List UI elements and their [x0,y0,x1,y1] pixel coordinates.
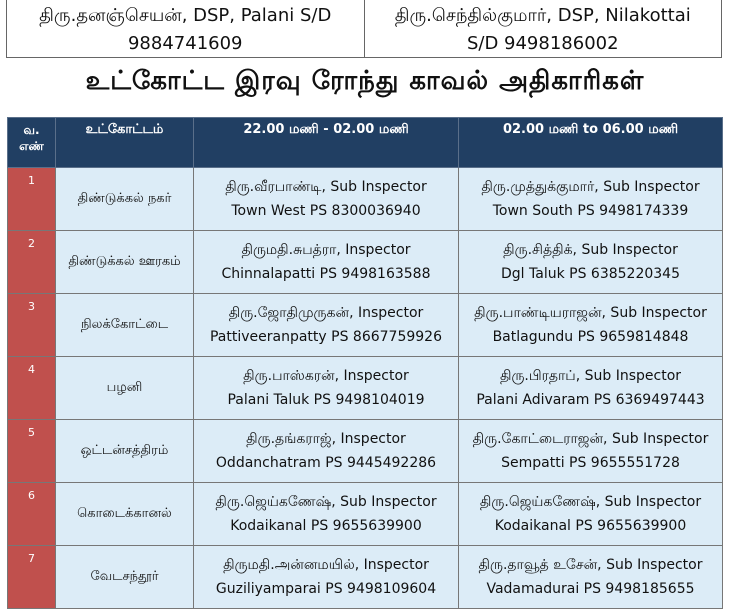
table-row [8,294,723,357]
officer-station-phone: Vadamadurai PS 9498185655 [486,581,695,597]
row-division: திண்டுக்கல் ஊரகம் [56,231,194,294]
row-number: 1 [8,168,56,231]
header-shift1: 22.00 மணி - 02.00 மணி [194,118,459,168]
header-officer-line1: திரு.தனஞ்செயன், DSP, Palani S/D [39,5,332,26]
officer-name: திரு.வீரபாண்டி, Sub Inspector [225,179,427,195]
officer-name: திரு.பிரதாப், Sub Inspector [499,368,682,384]
officer-station-phone: Town South PS 9498174339 [492,203,689,219]
row-division: கொடைக்கானல் [56,483,194,546]
header-shift2: 02.00 மணி to 06.00 மணி [459,118,723,168]
row-shift2-officer [459,357,723,420]
header-officer-line2: 9884741609 [127,33,243,54]
row-shift2-officer [459,546,723,609]
row-division: பழனி [56,357,194,420]
row-shift2-officer [459,294,723,357]
row-shift1-officer [194,483,459,546]
header-officer-line2: S/D 9498186002 [466,33,619,54]
officer-name: திரு.சித்திக், Sub Inspector [503,242,678,258]
officer-station-phone: Pattiveeranpatty PS 8667759926 [209,329,442,345]
table-row [8,546,723,609]
table-row [8,420,723,483]
row-shift2-officer [459,231,723,294]
officer-name: திரு.கோட்டைராஜன், Sub Inspector [472,431,709,447]
officer-name: திருமதி.சுபத்ரா, Inspector [241,242,411,258]
row-number: 4 [8,357,56,420]
officer-name: திரு.ஜெய்கணேஷ், Sub Inspector [479,494,702,510]
header-officer-nilakottai [364,0,722,57]
header-division: உட்கோட்டம் [56,118,194,168]
row-number: 2 [8,231,56,294]
officer-name: திரு.பாண்டியராஜன், Sub Inspector [474,305,707,321]
officer-name: திரு.ஜோதிமுருகன், Inspector [228,305,424,321]
row-shift2-officer [459,168,723,231]
table-row [8,483,723,546]
page-title: உட்கோட்ட இரவு ரோந்து காவல் அதிகாரிகள் [85,66,645,96]
row-division: ஒட்டன்சத்திரம் [56,420,194,483]
row-division: வேடசந்தூர் [56,546,194,609]
officer-station-phone: Kodaikanal PS 9655639900 [494,518,687,534]
header-officer-palani [7,0,364,57]
officer-name: திரு.ஜெய்கணேஷ், Sub Inspector [215,494,437,510]
row-shift1-officer [194,231,459,294]
officer-station-phone: Dgl Taluk PS 6385220345 [501,266,680,282]
row-number: 5 [8,420,56,483]
officer-name: திரு.தங்கராஜ், Inspector [246,431,406,447]
header-officer-line1: திரு.செந்தில்குமார், DSP, Nilakottai [394,5,691,26]
officer-name: திரு.முத்துக்குமார், Sub Inspector [481,179,700,195]
header-officers-box [6,0,722,58]
officer-name: திருமதி.அன்னமயில், Inspector [223,557,429,573]
officer-station-phone: Chinnalapatti PS 9498163588 [221,266,431,282]
row-shift1-officer [194,168,459,231]
officer-station-phone: Palani Taluk PS 9498104019 [227,392,425,408]
officer-station-phone: Guziliyamparai PS 9498109604 [215,581,437,597]
officer-station-phone: Palani Adivaram PS 6369497443 [476,392,705,408]
officer-station-phone: Town West PS 8300036940 [231,203,421,219]
row-shift2-officer [459,483,723,546]
patrol-officers-table [7,117,723,609]
row-number: 7 [8,546,56,609]
row-division: நிலக்கோட்டை [56,294,194,357]
row-shift1-officer [194,294,459,357]
table-row [8,168,723,231]
officer-station-phone: Batlagundu PS 9659814848 [492,329,689,345]
officer-name: திரு.பாஸ்கரன், Inspector [243,368,409,384]
row-number: 6 [8,483,56,546]
officer-station-phone: Oddanchatram PS 9445492286 [215,455,437,471]
row-shift1-officer [194,357,459,420]
officer-name: திரு.தாவூத் உசேன், Sub Inspector [478,557,703,573]
row-number: 3 [8,294,56,357]
row-division: திண்டுக்கல் நகர் [56,168,194,231]
officer-station-phone: Sempatti PS 9655551728 [501,455,680,471]
table-header-row [8,118,723,168]
row-shift1-officer [194,546,459,609]
row-shift1-officer [194,420,459,483]
table-row [8,231,723,294]
table-row [8,357,723,420]
header-sno: வ. எண் [8,118,56,168]
officer-station-phone: Kodaikanal PS 9655639900 [230,518,422,534]
row-shift2-officer [459,420,723,483]
